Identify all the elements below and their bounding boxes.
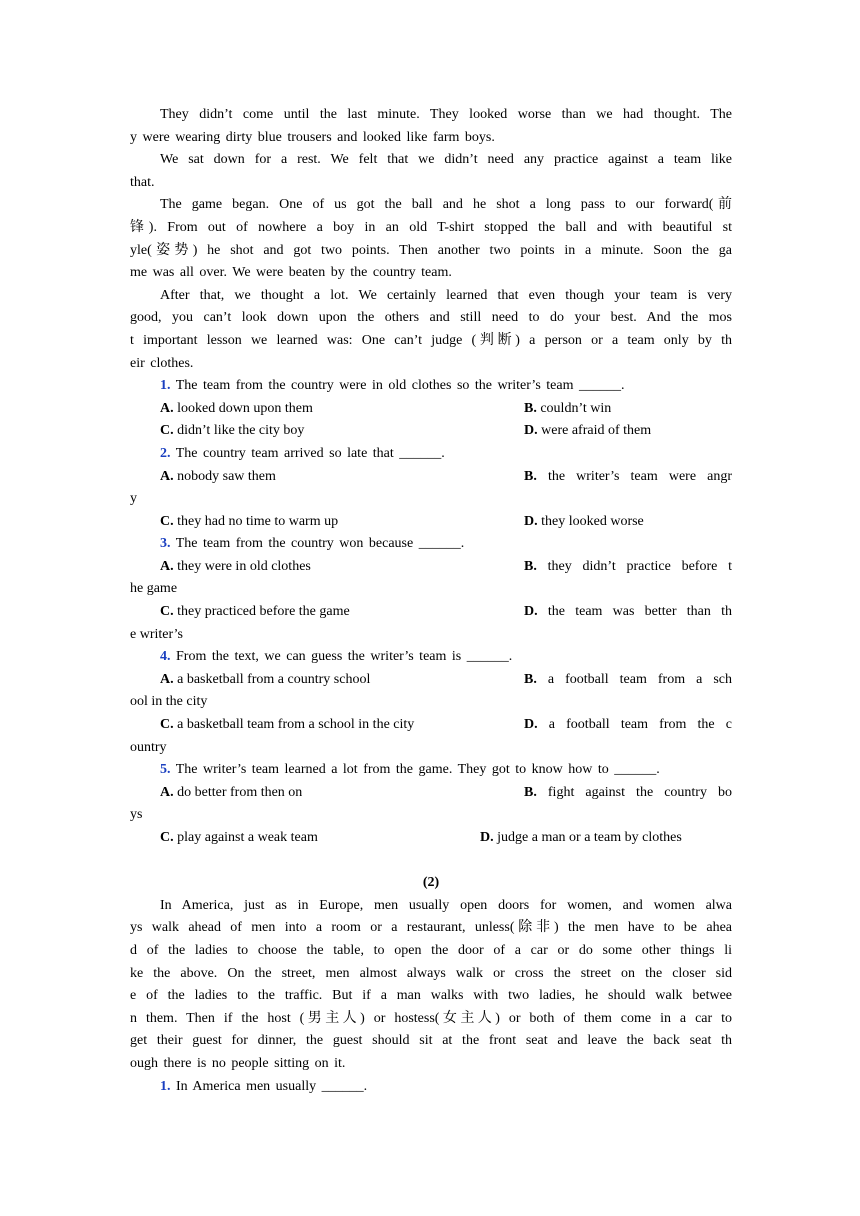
question-stem — [130, 375, 732, 398]
question-text: The country team arrived so late that ______. — [170, 445, 445, 461]
option-text: judge a man or a team by clothes — [497, 830, 682, 845]
question-text: The team from the country won because ______. — [170, 536, 465, 552]
passage-line: t important lesson we learned was: One can’t judge (判断) a person or a team only by th — [130, 332, 732, 348]
option-text: ys — [130, 807, 143, 823]
passage-line: good, you can’t look down upon the others and still need to do your best. And the mos — [130, 310, 732, 326]
passage-line: 锋). From out of nowhere a boy in an old T-shirt stopped the ball and with beautiful st — [130, 219, 732, 235]
option-row — [130, 827, 732, 850]
option-label: D. — [480, 830, 494, 845]
option-row — [130, 714, 732, 737]
option-text: a football team from a sch — [547, 671, 732, 687]
option-d[interactable] — [524, 714, 732, 737]
option-c[interactable] — [160, 827, 318, 850]
passage-line: get their guest for dinner, the guest should sit at the front seat and leave the back seat th — [130, 1033, 732, 1049]
option-label: C. — [160, 423, 174, 439]
option-d[interactable] — [524, 601, 732, 624]
option-c[interactable] — [160, 420, 304, 443]
option-a[interactable] — [160, 466, 276, 489]
option-label: B. — [524, 468, 537, 484]
question-number: 2. — [160, 445, 171, 461]
option-text: a football team from the c — [548, 717, 733, 733]
option-continuation — [130, 691, 732, 714]
option-label: D. — [524, 513, 538, 529]
passage-line: d of the ladies to choose the table, to open the door of a car or do some other things li — [130, 942, 732, 958]
section-heading: (2) — [422, 875, 440, 891]
passage-line: After that, we thought a lot. We certainly learned that even though your team is very — [160, 287, 732, 303]
question-number: 4. — [160, 649, 171, 665]
option-continuation — [130, 737, 732, 760]
option-continuation — [130, 804, 732, 827]
option-text: were afraid of them — [541, 423, 652, 439]
option-text: they didn’t practice before t — [547, 558, 733, 574]
option-label: B. — [524, 558, 537, 574]
option-b[interactable] — [524, 782, 732, 805]
option-label: C. — [160, 604, 174, 620]
passage-line: We sat down for a rest. We felt that we didn’t need any practice against a team like — [160, 152, 732, 168]
passage-line: e of the ladies to the traffic. But if a man walks with two ladies, he should walk betwee — [130, 988, 732, 1004]
question-stem — [130, 759, 732, 782]
passage-line: ys walk ahead of men into a room or a restaurant, unless(除非) the men have to be ahea — [130, 920, 732, 936]
option-text: nobody saw them — [177, 468, 276, 484]
question-stem — [130, 533, 732, 556]
option-label: C. — [160, 717, 174, 733]
option-a[interactable] — [160, 398, 313, 421]
option-text: a basketball from a country school — [177, 671, 371, 687]
passage-line: ough there is no people sitting on it. — [130, 1055, 346, 1071]
document-page — [130, 104, 732, 1098]
option-label: B. — [524, 671, 537, 687]
option-d[interactable] — [524, 511, 732, 534]
option-d[interactable] — [480, 827, 732, 850]
option-a[interactable] — [160, 782, 302, 805]
option-b[interactable] — [524, 669, 732, 692]
option-label: C. — [160, 513, 174, 529]
option-text: they practiced before the game — [177, 604, 350, 620]
option-c[interactable] — [160, 511, 338, 534]
option-b[interactable] — [524, 398, 732, 421]
option-label: A. — [160, 671, 174, 687]
passage-line: They didn’t come until the last minute. They looked worse than we had thought. The — [160, 107, 732, 122]
option-row — [130, 511, 732, 534]
option-label: A. — [160, 400, 174, 416]
option-c[interactable] — [160, 601, 350, 624]
option-label: D. — [524, 604, 538, 620]
passage-line: ke the above. On the street, men almost always walk or cross the street on the closer sid — [130, 965, 732, 981]
option-row — [130, 466, 732, 489]
question-text: From the text, we can guess the writer’s team is ______. — [170, 649, 513, 665]
option-row — [130, 601, 732, 624]
option-text: they had no time to warm up — [177, 513, 339, 529]
option-text: the writer’s team were angr — [547, 468, 733, 484]
option-label: A. — [160, 468, 174, 484]
option-text: he game — [130, 581, 178, 597]
option-b[interactable] — [524, 466, 732, 489]
question-stem — [130, 646, 732, 669]
option-label: B. — [524, 784, 537, 800]
option-row — [130, 420, 732, 443]
option-text: y — [130, 491, 137, 507]
option-continuation — [130, 578, 732, 601]
passage-line: me was all over. We were beaten by the country team. — [130, 265, 452, 281]
question-number: 1. — [160, 1078, 171, 1094]
passage-1 — [130, 104, 732, 375]
question-text: In America men usually ______. — [170, 1078, 368, 1094]
passage-2 — [130, 895, 732, 1076]
option-row — [130, 782, 732, 805]
option-text: play against a weak team — [177, 830, 318, 845]
question-stem — [130, 1076, 732, 1099]
option-label: D. — [524, 423, 538, 439]
option-text: do better from then on — [177, 784, 303, 800]
question-text: The writer’s team learned a lot from the game. They got to know how to ______. — [170, 762, 660, 778]
option-label: D. — [524, 717, 538, 733]
option-text: a basketball team from a school in the city — [177, 717, 415, 733]
option-label: B. — [524, 400, 537, 416]
option-text: fight against the country bo — [547, 784, 733, 800]
option-row — [130, 398, 732, 421]
passage-line: eir clothes. — [130, 355, 194, 371]
option-text: they looked worse — [541, 513, 644, 529]
option-c[interactable] — [160, 714, 414, 737]
option-a[interactable] — [160, 669, 370, 692]
option-text: the team was better than th — [547, 604, 733, 620]
option-row — [130, 556, 732, 579]
question-stem — [130, 443, 732, 466]
option-continuation — [130, 624, 732, 647]
option-a[interactable] — [160, 556, 311, 579]
option-text: ountry — [130, 739, 167, 755]
option-b[interactable] — [524, 556, 732, 579]
passage-line: that. — [130, 174, 155, 190]
question-text: The team from the country were in old clothes so the writer’s team ______. — [170, 378, 625, 394]
option-text: couldn’t win — [540, 400, 612, 416]
option-continuation — [130, 488, 732, 511]
question-number: 5. — [160, 762, 171, 778]
option-d[interactable] — [524, 420, 732, 443]
option-text: didn’t like the city boy — [177, 423, 305, 439]
option-label: A. — [160, 784, 174, 800]
passage-line: The game began. One of us got the ball and he shot a long pass to our forward(前 — [160, 197, 732, 213]
option-text: they were in old clothes — [177, 558, 311, 574]
option-text: looked down upon them — [177, 400, 313, 416]
option-label: C. — [160, 830, 174, 845]
passage-line: n them. Then if the host (男主人) or hostess(女主人) or both of them come in a car to — [130, 1010, 732, 1026]
question-number: 3. — [160, 536, 171, 552]
passage-line: y were wearing dirty blue trousers and looked like farm boys. — [130, 129, 495, 145]
option-row — [130, 669, 732, 692]
passage-line: yle(姿势) he shot and got two points. Then another two points in a minute. Soon the ga — [130, 242, 732, 258]
passage-line: In America, just as in Europe, men usually open doors for women, and women alwa — [160, 897, 732, 913]
question-number: 1. — [160, 378, 171, 394]
option-text: ool in the city — [130, 694, 208, 710]
option-label: A. — [160, 558, 174, 574]
option-text: e writer’s — [130, 626, 183, 642]
